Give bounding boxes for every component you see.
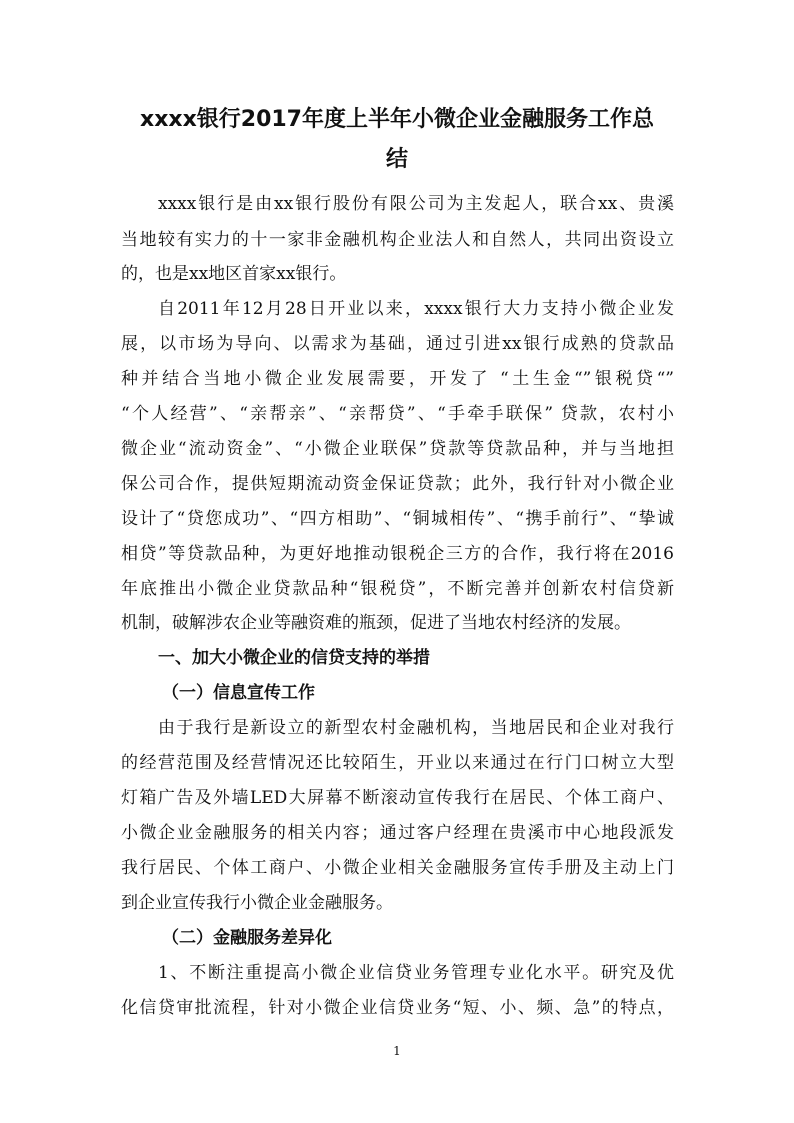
document-title: xxxx银行2017年度上半年小微企业金融服务工作总 [140, 107, 654, 132]
paragraph-line: 相贷”等贷款品种，为更好地推动银税企三方的合作，我行将在2016 [121, 544, 674, 564]
page-number: 1 [393, 1044, 401, 1058]
paragraph-line: 微企业“流动资金”、“小微企业联保”贷款等贷款品种，并与当地担 [121, 439, 674, 459]
paragraph-line: 小微企业金融服务的相关内容；通过客户经理在贵溪市中心地段派发 [121, 823, 674, 843]
paragraph-line: 1、不断注重提高小微企业信贷业务管理专业化水平。研究及优 [158, 963, 674, 983]
paragraph-line: 自2011年12月28日开业以来，xxxx银行大力支持小微企业发 [158, 299, 674, 319]
paragraph-line: 到企业宣传我行小微企业金融服务。 [121, 893, 393, 913]
paragraph-line: 化信贷审批流程，针对小微企业信贷业务“短、小、频、急”的特点， [121, 998, 674, 1018]
paragraph-line: 设计了“贷您成功”、“四方相助”、“铜城相传”、“携手前行”、“挚诚 [121, 509, 674, 529]
paragraph-line: 展，以市场为导向、以需求为基础，通过引进xx银行成熟的贷款品 [121, 334, 674, 354]
paragraph-line: 保公司合作，提供短期流动资金保证贷款；此外，我行针对小微企业 [121, 474, 674, 494]
paragraph-line: “个人经营”、“亲帮亲”、“亲帮贷”、“手牵手联保” 贷款，农村小 [121, 404, 674, 424]
paragraph-line: 的，也是xx地区首家xx银行。 [121, 264, 347, 284]
paragraph-line: 由于我行是新设立的新型农村金融机构，当地居民和企业对我行 [158, 718, 674, 738]
section-heading: 一、加大小微企业的信贷支持的举措 [158, 648, 430, 668]
subsection-heading: （一）信息宣传工作 [162, 683, 315, 703]
subsection-heading: （二）金融服务差异化 [162, 928, 332, 948]
paragraph-line: 年底推出小微企业贷款品种“银税贷”，不断完善并创新农村信贷新 [121, 579, 674, 599]
paragraph-line: 我行居民、个体工商户、小微企业相关金融服务宣传手册及主动上门 [121, 858, 674, 878]
paragraph-line: 的经营范围及经营情况还比较陌生，开业以来通过在行门口树立大型 [121, 753, 674, 773]
paragraph-line: 灯箱广告及外墙LED大屏幕不断滚动宣传我行在居民、个体工商户、 [121, 788, 674, 808]
document-title-continued: 结 [385, 147, 408, 172]
paragraph-line: xxxx银行是由xx银行股份有限公司为主发起人，联合xx、贵溪 [158, 194, 674, 214]
paragraph-line: 种并结合当地小微企业发展需要，开发了 “土生金“”银税贷“” [121, 369, 674, 389]
paragraph-line: 当地较有实力的十一家非金融机构企业法人和自然人，共同出资设立 [121, 230, 674, 250]
paragraph-line: 机制，破解涉农企业等融资难的瓶颈，促进了当地农村经济的发展。 [121, 613, 631, 633]
